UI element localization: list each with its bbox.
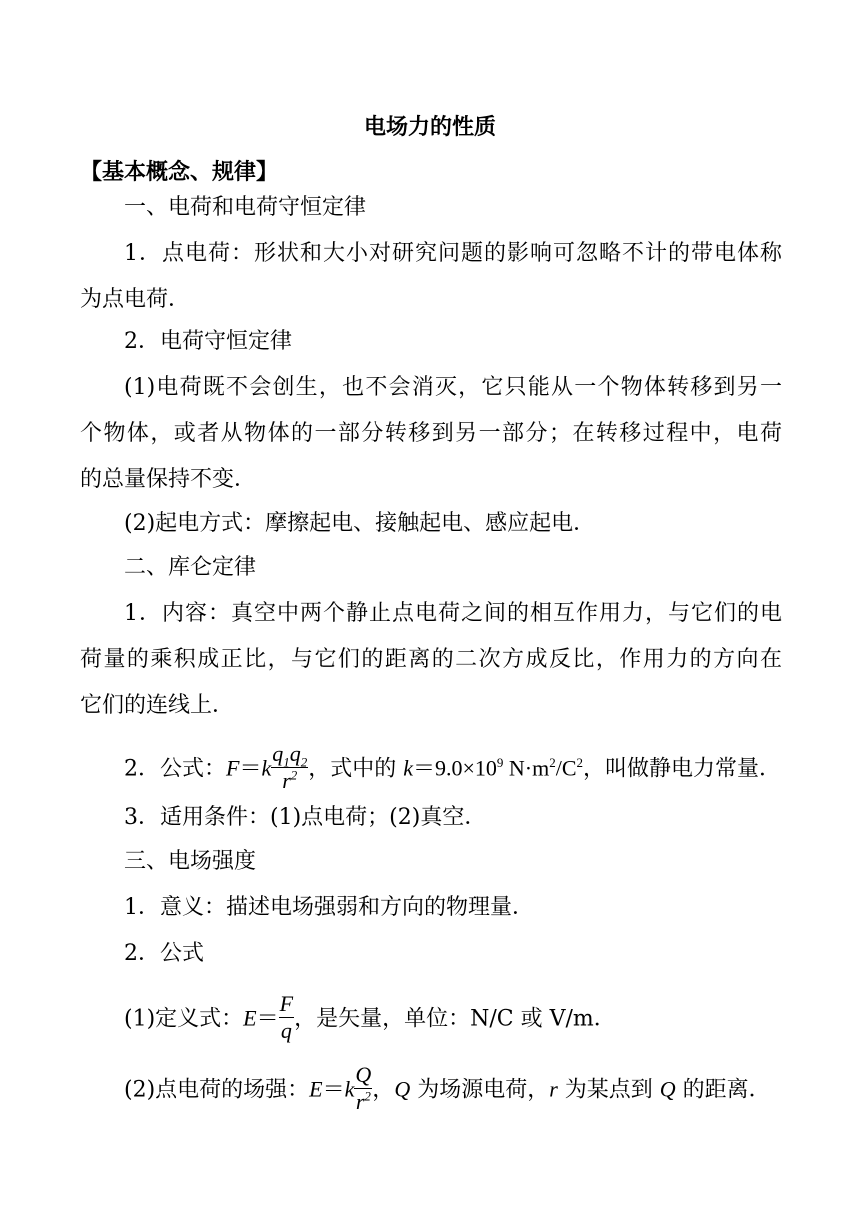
paragraph-meaning: 1．意义：描述电场强弱和方向的物理量．: [124, 895, 534, 920]
formula-point-charge-prefix: (2)点电荷的场强：: [124, 1077, 310, 1103]
page-title: 电场力的性质: [363, 114, 496, 140]
formula-comma: ，: [372, 1077, 395, 1103]
paragraph-conditions: 3．适用条件：(1)点电荷；(2)真空．: [124, 805, 487, 830]
formula-definition: (1)定义式：E＝ $\frac{F}{q}$ ，是矢量，单位：N/C 或 V/m．: [124, 991, 616, 1043]
formula-definition-prefix: (1)定义式：: [124, 1006, 244, 1032]
formula-point-charge-mid3: 为某点到: [557, 1077, 660, 1103]
paragraph-point-charge-line1: 1．点电荷：形状和大小对研究问题的影响可忽略不计的带电体称: [124, 241, 782, 266]
heading-field-strength: 三、电场强度: [124, 849, 257, 874]
formula-coulomb-prefix: 2．公式：: [124, 756, 226, 782]
heading-conservation-law: 2．电荷守恒定律: [124, 329, 292, 354]
formula-point-charge-mid2: 为场源电荷，: [410, 1077, 550, 1103]
paragraph-conservation-line1: (1)电荷既不会创生，也不会消灭，它只能从一个物体转移到另一: [124, 375, 782, 400]
coulomb-fraction: $\frac{q_1q_2}{r^2}$: [272, 741, 308, 793]
definition-fraction: $\frac{F}{q}$: [279, 991, 294, 1043]
paragraph-coulomb-line3: 它们的连线上．: [80, 693, 235, 718]
paragraph-coulomb-line1: 1．内容：真空中两个静止点电荷之间的相互作用力，与它们的电: [124, 601, 782, 626]
paragraph-conservation-line3: 的总量保持不变．: [80, 467, 257, 492]
formula-point-charge-suffix: 的距离．: [675, 1077, 771, 1103]
section-heading: 【基本概念、规律】: [80, 159, 279, 185]
formula-coulomb-suffix: ，叫做静电力常量．: [583, 756, 782, 782]
paragraph-charging-methods: (2)起电方式：摩擦起电、接触起电、感应起电．: [124, 511, 596, 536]
unit-part-1: N·m: [503, 755, 550, 781]
paragraph-point-charge-line2: 为点电荷．: [80, 287, 191, 312]
constant-k-symbol: k: [261, 755, 272, 781]
point-charge-fraction: $\frac{Q}{r^2}$: [355, 1062, 372, 1114]
paragraph-conservation-line2: 个物体，或者从物体的一部分转移到另一部分；在转移过程中，电荷: [80, 421, 782, 446]
formula-coulomb-mid: ，式中的: [308, 756, 404, 782]
paragraph-coulomb-line2: 荷量的乘积成正比，与它们的距离的二次方成反比，作用力的方向在: [80, 647, 782, 672]
unit-part-2: /C: [555, 755, 577, 781]
constant-k-symbol-2: k: [403, 755, 413, 781]
heading-formula: 2．公式: [124, 941, 204, 966]
force-symbol: F: [226, 755, 240, 781]
formula-coulomb: 2．公式：F＝k $\frac{q_1q_2}{r^2}$ ，式中的 $k=9.0\times 10^9$ $N\cdot m^2/C^2$，叫做静电力常量．: [124, 741, 782, 793]
formula-point-charge: (2)点电荷的场强：E＝k $\frac{Q}{r^2}$ ，Q 为场源电荷，r 为某点到 Q 的距离．: [124, 1062, 771, 1114]
heading-coulomb-law: 二、库仑定律: [124, 555, 257, 580]
heading-charge-conservation: 一、电荷和电荷守恒定律: [124, 195, 367, 220]
formula-definition-suffix: ，是矢量，单位：N/C 或 V/m．: [294, 1006, 616, 1032]
constant-k-value: ＝9.0×10: [413, 755, 497, 781]
constant-k-exponent: 9: [496, 755, 504, 771]
